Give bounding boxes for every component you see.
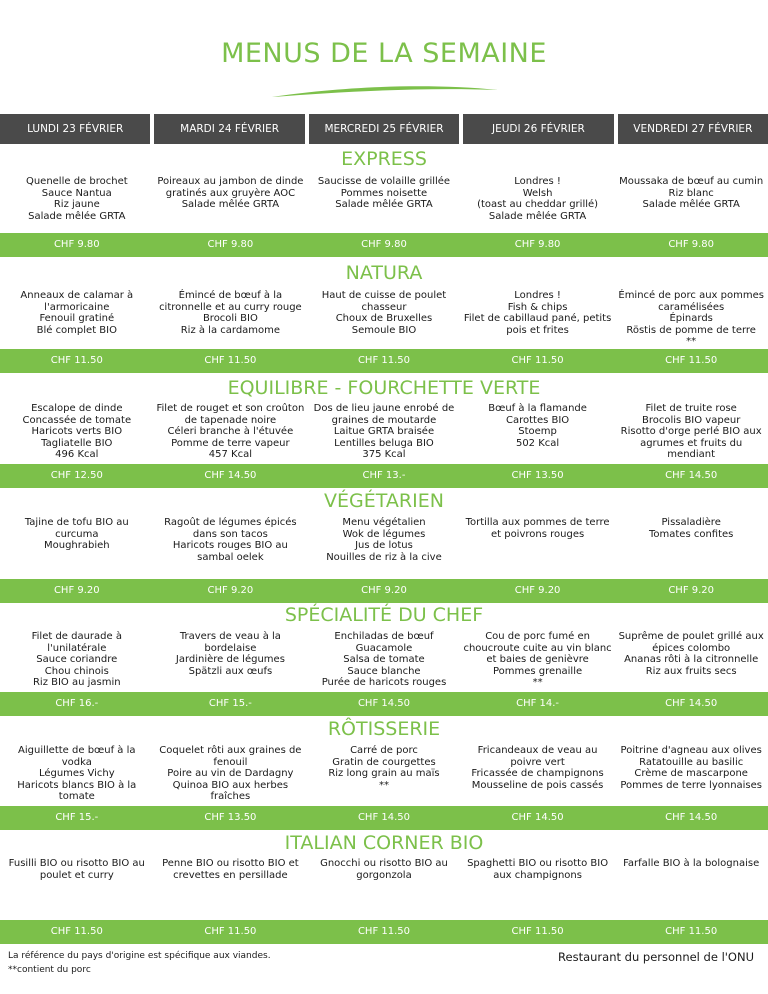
price: CHF 14.50 [357,698,411,709]
section-title-express: EXPRESS [341,148,427,170]
section-title-natura: NATURA [345,262,423,284]
swoosh-decoration [270,84,500,100]
price: CHF 14.50 [511,812,564,823]
footnote-origin: La référence du pays d'origine est spécifique aux viandes. [8,951,271,961]
price: CHF 9.20 [361,585,407,596]
dish: Menu végétalien Wok de légumes Jus de lotus Nouilles de riz à la cive [326,517,442,563]
dish: Filet de daurade à l'unilatérale Sauce coriandre Chou chinois Riz BIO au jasmin [31,631,122,688]
dish: Émincé de bœuf à la citronnelle et au curry rouge Brocoli BIO Riz à la cardamome [159,290,302,336]
section-title-specialite-du-chef: SPÉCIALITÉ DU CHEF [284,604,484,626]
dish: Ragoût de légumes épicés dans son tacos Haricots rouges BIO au sambal oelek [164,517,297,563]
dish: Bœuf à la flamande Carottes BIO Stoemp 502 Kcal [488,403,587,449]
day-header: VENDREDI 27 FÉVRIER [618,114,768,144]
dish: Londres ! Welsh (toast au cheddar grillé) Salade mêlée GRTA [477,176,599,222]
dish: Enchiladas de bœuf Guacamole Salsa de tomate Sauce blanche Purée de haricots rouges [321,631,447,688]
dish: Tajine de tofu BIO au curcuma Moughrabieh [24,517,129,551]
price: CHF 11.50 [50,355,103,366]
section-dishes-natura [0,290,768,348]
dish: Escalope de dinde Concassée de tomate Haricots verts BIO Tagliatelle BIO 496 Kcal [22,403,132,460]
dish: Tortilla aux pommes de terre et poivrons rouges [465,517,610,540]
price: CHF 11.50 [665,355,718,366]
dish: Penne BIO ou risotto BIO et crevettes en persillade [162,858,299,881]
price: CHF 9.20 [514,585,561,596]
dish: Aiguillette de bœuf à la vodka Légumes Vichy Haricots blancs BIO à la tomate [17,745,137,802]
day-header-row [0,114,768,144]
footnote-pork: **contient du porc [8,965,91,975]
dish: Anneaux de calamar à l'armoricaine Fenouil gratiné Blé complet BIO [20,290,134,336]
dish: Poitrine d'agneau aux olives Ratatouille au basilic Crème de mascarpone Pommes de terre lyonnaises [620,745,763,791]
dish: Émincé de porc aux pommes caramélisées Épinards Röstis de pomme de terre ** [618,290,764,347]
price: CHF 9.80 [668,239,715,250]
price: CHF 11.50 [511,355,564,366]
dish: Quenelle de brochet Sauce Nantua Riz jaune Salade mêlée GRTA [25,176,128,222]
dish: Coquelet rôti aux graines de fenouil Poire au vin de Dardagny Quinoa BIO aux herbes fraîches [159,745,302,802]
dish: Dos de lieu jaune enrobé de graines de moutarde Laitue GRTA braisée Lentilles beluga BIO 375 Kcal [313,403,455,460]
price: CHF 11.50 [665,926,718,937]
dish: Fricandeaux de veau au poivre vert Fricassée de champignons Mousseline de pois cassés [471,745,604,791]
price: CHF 16.- [55,698,99,709]
dish: Filet de rouget et son croûton de tapenade noire Céleri branche à l'étuvée Pomme de terre vapeur 457 Kcal [156,403,305,460]
day-header: JEUDI 26 FÉVRIER [463,114,613,144]
dish: Spaghetti BIO ou risotto BIO aux champignons [467,858,609,881]
section-title-equilibre: EQUILIBRE - FOURCHETTE VERTE [227,377,541,399]
price: CHF 13.50 [511,470,564,481]
price: CHF 11.50 [50,926,103,937]
section-dishes-specialite-du-chef [0,631,768,689]
price: CHF 14.50 [357,812,411,823]
dish: Cou de porc fumé en choucroute cuite au vin blanc et baies de genièvre Pommes grenaille ** [463,631,612,688]
day-header: MERCREDI 25 FÉVRIER [309,114,459,144]
price: CHF 9.20 [207,585,254,596]
dish: Farfalle BIO à la bolognaise [623,858,760,869]
price: CHF 11.50 [357,355,411,366]
dish: Filet de truite rose Brocolis BIO vapeur Risotto d'orge perlé BIO aux agrumes et fruits du mendiant [620,403,762,460]
section-title-italian-corner-bio: ITALIAN CORNER BIO [284,832,484,854]
section-dishes-rotisserie [0,745,768,803]
price: CHF 9.20 [53,585,100,596]
dish: Haut de cuisse de poulet chasseur Choux de Bruxelles Semoule BIO [321,290,447,336]
section-dishes-italian-corner-bio [0,858,768,881]
price: CHF 14.50 [665,698,718,709]
day-header: MARDI 24 FÉVRIER [154,114,304,144]
price: CHF 14.50 [204,470,257,481]
day-header: LUNDI 23 FÉVRIER [0,114,150,144]
dish: Gnocchi ou risotto BIO au gorgonzola [320,858,448,881]
price: CHF 13.50 [204,812,257,823]
price: CHF 11.50 [357,926,411,937]
price: CHF 9.80 [207,239,254,250]
price: CHF 9.80 [53,239,100,250]
price: CHF 15.- [208,698,252,709]
price-bar-express [0,233,768,257]
dish: Moussaka de bœuf au cumin Riz blanc Salade mêlée GRTA [619,176,764,210]
price-bar-rotisserie [0,806,768,830]
dish: Fusilli BIO ou risotto BIO au poulet et curry [8,858,145,881]
dish: Suprême de poulet grillé aux épices colombo Ananas rôti à la citronnelle Riz aux fruits secs [618,631,764,677]
section-dishes-equilibre [0,403,768,461]
price-bar-specialite-du-chef [0,692,768,716]
price: CHF 9.80 [361,239,407,250]
dish: Poireaux au jambon de dinde gratinés aux gruyère AOC Salade mêlée GRTA [157,176,304,210]
section-dishes-vegetarien [0,517,768,563]
restaurant-name: Restaurant du personnel de l'ONU [558,950,754,964]
dish: Saucisse de volaille grillée Pommes noisette Salade mêlée GRTA [317,176,451,210]
section-title-rotisserie: RÔTISSERIE [327,718,441,740]
price: CHF 15.- [55,812,99,823]
dish: Pissaladière Tomates confites [648,517,734,540]
price: CHF 9.80 [514,239,561,250]
price: CHF 11.50 [511,926,564,937]
price: CHF 11.50 [204,355,257,366]
price: CHF 14.- [516,698,560,709]
dish: Travers de veau à la bordelaise Jardinière de légumes Spätzli aux œufs [175,631,285,677]
price: CHF 9.20 [668,585,715,596]
dish: Londres ! Fish & chips Filet de cabillaud pané, petits pois et frites [463,290,612,336]
page-title: MENUS DE LA SEMAINE [221,38,547,69]
price: CHF 13.- [362,470,406,481]
dish: Carré de porc Gratin de courgettes Riz long grain au maïs ** [328,745,440,791]
price-bar-vegetarien [0,579,768,603]
price: CHF 11.50 [204,926,257,937]
price-bar-italian-corner-bio [0,920,768,944]
price-bar-natura [0,349,768,373]
price: CHF 14.50 [665,812,718,823]
price: CHF 12.50 [50,470,103,481]
price-bar-equilibre [0,464,768,488]
section-title-vegetarien: VÉGÉTARIEN [324,490,444,512]
section-dishes-express [0,176,768,222]
price: CHF 14.50 [665,470,718,481]
